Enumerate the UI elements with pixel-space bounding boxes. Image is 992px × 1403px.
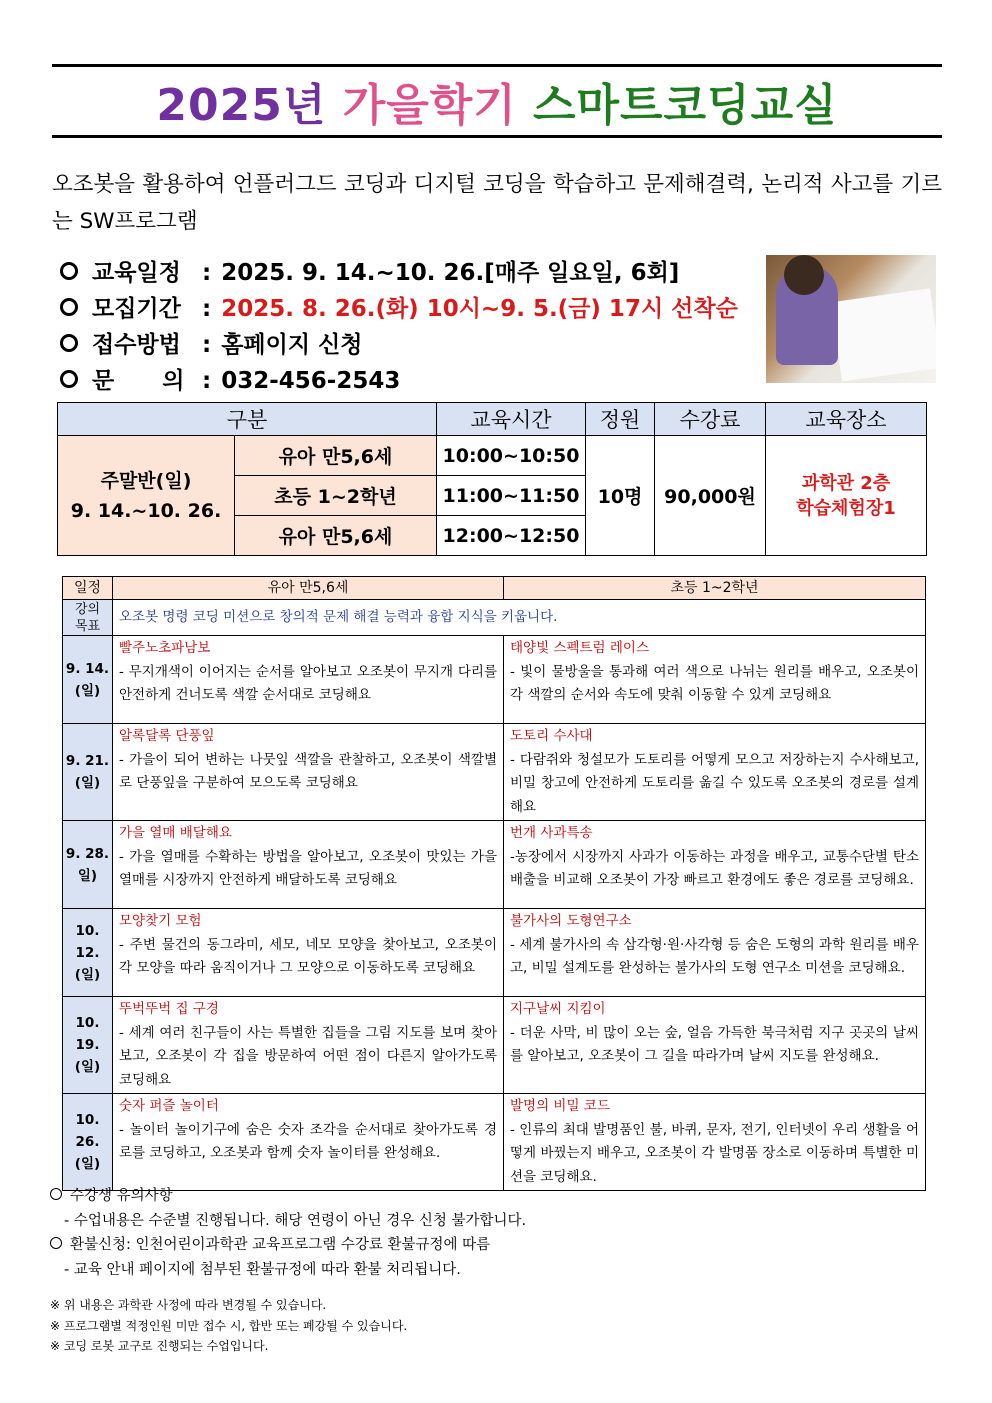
footnotes [50,1295,407,1357]
title-banner [52,64,942,138]
info-value: 032-456-2543 [221,368,401,394]
curriculum-row [63,909,926,997]
level-cell: 초등 1~2학년 [235,476,437,516]
bullet-icon [60,334,78,352]
group-name: 주말반(일) [100,469,192,492]
lesson-title: 불가사의 도형연구소 [510,913,632,929]
time-cell: 12:00~12:50 [437,516,586,556]
lesson-desc: - 빛이 물방울을 통과해 여러 색으로 나뉘는 원리를 배우고, 오조봇이 각 색깔의 순서와 속도에 맞춰 이동할 수 있게 코딩해요 [510,663,919,703]
elementary-cell [504,724,926,821]
circle-icon [50,1237,62,1249]
lesson-desc: - 무지개색이 이어지는 순서를 알아보고 오조봇이 무지개 다리를 안전하게 건너도록 색깔 순서대로 코딩해요 [119,663,497,703]
title-season: 가을학기 [342,80,517,131]
schedule-table [57,402,927,556]
date-line: 10. 12. [75,922,100,961]
date-line: 10. 19. [75,1015,100,1053]
date-cell [63,636,113,724]
goal-label-line: 강의 [74,601,101,617]
curriculum-row [63,997,926,1094]
footnote: ※ 코딩 로봇 교구로 진행되는 수업입니다. [50,1339,269,1353]
goal-label [63,600,113,636]
info-label: 접수방법 [92,332,181,358]
level-cell: 유아 만5,6세 [235,436,437,476]
notes [50,1184,526,1282]
date-cell [63,909,113,997]
date-cell [63,1094,113,1191]
elementary-cell [504,636,926,724]
lesson-title: 도토리 수사대 [510,728,593,744]
info-value: 홈페이지 신청 [221,332,363,358]
page-title [156,69,837,133]
goal-text: 오조봇 명령 코딩 미션으로 창의적 문제 해결 능력과 융합 지식을 키웁니다. [113,600,926,636]
date-weekday: 일) [77,867,98,884]
info-recruit: 모집기간 : 2025. 8. 26.(화) 10시~9. 5.(금) 17시 선착순 [60,290,738,323]
place-line: 학습체험장1 [796,497,896,519]
header-place: 교육장소 [766,403,927,436]
date-weekday: (일) [74,966,101,983]
elementary-cell [504,1094,926,1191]
lesson-title: 가을 열매 배달해요 [119,825,232,841]
date-line: 9. 21. [65,753,110,769]
preschool-cell [113,997,504,1094]
footnote: ※ 위 내용은 과학관 사정에 따라 변경될 수 있습니다. [50,1298,327,1312]
fee-cell: 90,000원 [655,436,766,556]
elementary-cell [504,997,926,1094]
circle-icon [50,1188,62,1200]
lesson-desc: - 세계 여러 친구들이 사는 특별한 집들을 그림 지도를 보며 찾아보고, 오조봇이 각 집을 방문하여 어떤 점이 다른지 알아가도록 코딩해요 [119,1024,497,1088]
info-label: 모집기간 [92,296,181,322]
header-time: 교육시간 [437,403,586,436]
title-year: 2025년 [156,80,327,131]
curriculum-row [63,821,926,909]
date-cell [63,821,113,909]
lesson-desc: - 가을이 되어 변하는 나뭇잎 색깔을 관찰하고, 오조봇이 색깔별로 단풍잎을 구분하여 모으도록 코딩해요 [119,751,497,791]
time-cell: 10:00~10:50 [437,436,586,476]
date-line: 10. 26. [75,1112,100,1150]
preschool-cell [113,909,504,997]
date-line: 9. 28. [65,845,110,862]
lesson-desc: - 세계 불가사의 속 삼각형·원·사각형 등 숨은 도형의 과학 원리를 배우고, 비밀 설계도를 완성하는 불가사의 도형 연구소 미션을 코딩해요. [510,936,919,976]
lesson-desc: - 인류의 최대 발명품인 불, 바퀴, 문자, 전기, 인터넷이 우리 생활을 어떻게 바꿨는지 배우고, 오조봇이 각 발명품 장소로 이동하며 특별한 미션을 코딩해요. [510,1121,919,1185]
lesson-desc: - 가을 열매를 수확하는 방법을 알아보고, 오조봇이 맛있는 가을 열매를 시장까지 안전하게 배달하도록 코딩해요 [119,848,497,888]
group-cell [58,436,235,556]
header-category: 구분 [58,403,437,436]
class-photo [766,255,936,383]
preschool-cell [113,1094,504,1191]
lesson-title: 뚜벅뚜벅 집 구경 [119,1001,219,1017]
goal-label-line: 목표 [74,618,101,634]
info-label: 교육일정 [92,260,181,286]
lesson-desc: - 다람쥐와 청설모가 도토리를 어떻게 모으고 저장하는지 수사해보고, 비밀 창고에 안전하게 도토리를 옮길 수 있도록 오조봇의 경로를 설계해요 [510,751,919,815]
lesson-desc: - 놀이터 놀이기구에 숨은 숫자 조각을 순서대로 찾아가도록 경로를 코딩하고, 오조봇과 함께 숫자 놀이터를 완성해요. [119,1121,497,1161]
header-capacity: 정원 [586,403,655,436]
level-cell: 유아 만5,6세 [235,516,437,556]
note-text: - 수업내용은 수준별 진행됩니다. 해당 연령이 아닌 경우 신청 불가합니다. [64,1212,527,1229]
curriculum-row [63,636,926,724]
title-program: 스마트코딩교실 [533,80,838,131]
date-cell [63,724,113,821]
date-line: 9. 14. [65,660,110,677]
info-label: 문 의 [92,368,185,394]
lesson-desc: - 주변 물건의 동그라미, 세모, 네모 모양을 찾아보고, 오조봇이 각 모양을 따라 움직이거나 그 모양으로 이동하도록 코딩해요 [119,936,497,976]
footnote: ※ 프로그램별 적정인원 미만 접수 시, 합반 또는 폐강될 수 있습니다. [50,1318,408,1333]
lesson-title: 지구날씨 지킴이 [510,1001,606,1017]
lesson-desc: - 더운 사막, 비 많이 오는 숲, 얼음 가득한 북극처럼 지구 곳곳의 날씨를 알아보고, 오조봇이 그 길을 따라가며 날씨 지도를 완성해요. [510,1024,919,1064]
header-date: 일정 [63,577,113,600]
preschool-cell [113,821,504,909]
capacity-cell: 10명 [586,436,655,556]
info-value: 2025. 9. 14.~10. 26.[매주 일요일, 6회] [221,260,680,286]
date-weekday: (일) [74,1059,101,1075]
lesson-title: 알록달록 단풍잎 [119,728,215,744]
bullet-icon [60,262,78,280]
info-value: 2025. 8. 26.(화) 10시~9. 5.(금) 17시 선착순 [221,296,738,322]
elementary-cell [504,909,926,997]
date-weekday: (일) [74,775,101,791]
info-apply: 접수방법 : 홈페이지 신청 [60,326,363,359]
header-elementary: 초등 1~2학년 [504,577,926,600]
note-title: 수강생 유의사항 [70,1188,173,1204]
bullet-icon [60,370,78,388]
place-line: 과학관 2층 [801,472,891,494]
header-preschool: 유아 만5,6세 [113,577,504,600]
lesson-title: 숫자 퍼즐 놀이터 [119,1098,219,1114]
time-cell: 11:00~11:50 [437,476,586,516]
curriculum-table [62,576,926,1191]
lesson-desc: -농장에서 시장까지 사과가 이동하는 과정을 배우고, 교통수단별 탄소배출을 비교해 오조봇이 가장 빠르고 환경에도 좋은 경로를 코딩해요. [510,848,919,888]
info-schedule: 교육일정 : 2025. 9. 14.~10. 26.[매주 일요일, 6회] [60,254,679,287]
preschool-cell [113,636,504,724]
date-weekday: (일) [74,682,101,699]
header-fee: 수강료 [655,403,766,436]
date-weekday: (일) [74,1156,101,1172]
note-title: 환불신청: 인천어린이과학관 교육프로그램 수강료 환불규정에 따름 [70,1237,491,1253]
intro-text: 오조봇을 활용하여 언플러그드 코딩과 디지털 코딩을 학습하고 문제해결력, 논리적 사고를 기르는 SW프로그램 [52,172,942,234]
lesson-title: 태양빛 스펙트럼 레이스 [510,640,649,656]
curriculum-row [63,1094,926,1191]
group-dates: 9. 14.~10. 26. [70,499,222,522]
preschool-cell [113,724,504,821]
lesson-title: 번개 사과특송 [510,825,593,841]
elementary-cell [504,821,926,909]
note-text: - 교육 안내 페이지에 첨부된 환불규정에 따라 환불 처리됩니다. [64,1261,461,1278]
bullet-icon [60,298,78,316]
lesson-title: 빨주노초파남보 [119,640,211,656]
date-cell [63,997,113,1094]
lesson-title: 모양찾기 모험 [119,913,202,929]
lesson-title: 발명의 비밀 코드 [510,1098,610,1114]
info-contact: 문 의 : 032-456-2543 [60,362,400,395]
curriculum-row [63,724,926,821]
place-cell [766,436,927,556]
